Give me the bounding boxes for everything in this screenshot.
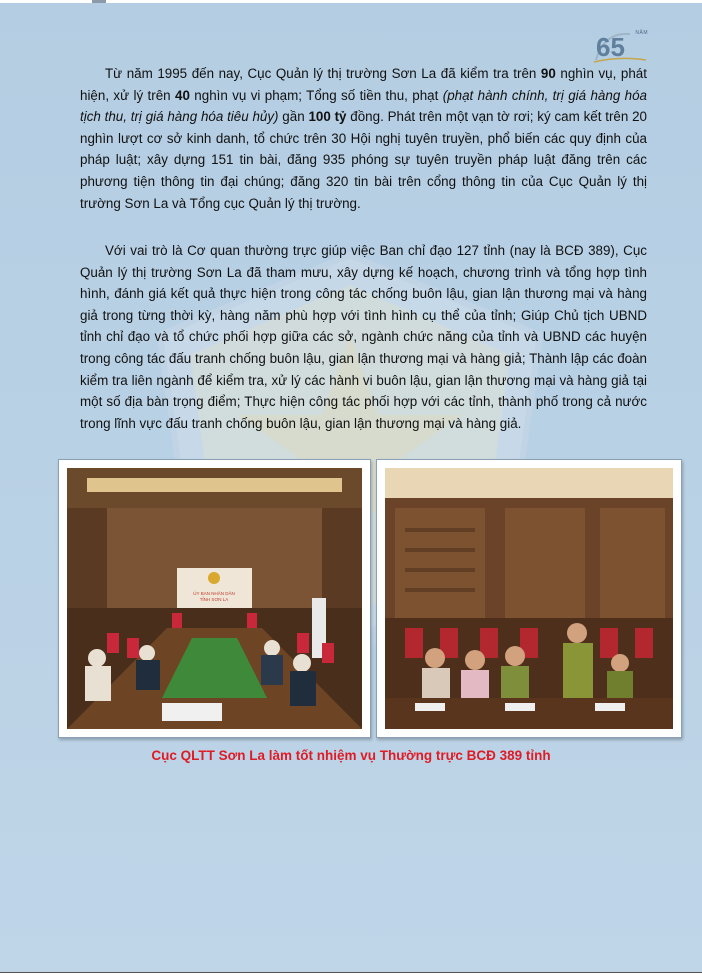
paragraph-2 (80, 240, 647, 434)
p1-italic-note: (phạt hành chính, trị giá hàng hóa tịch thu, trị giá hàng hóa tiêu hủy) (80, 87, 648, 125)
p1-text-4: gần (278, 109, 309, 125)
p1-text-1: Từ năm 1995 đến nay, Cục Quản lý thị trường Sơn La đã kiểm tra trên (105, 66, 541, 81)
p1-number-40: 40 (175, 87, 190, 103)
p1-text-5: đồng. Phát trên một vạn tờ rơi; ký cam kết trên 20 nghìn lượt cơ sở kinh danh, tổ chức trên 30 Hội nghị tuyên truyền, phổ biến các quy định của pháp luật; xây dựng 151 tin bài, đăng 935 phóng sự tuyên truyền pháp luật đăng trên các phương tiện thông tin đại chúng; đăng 320 tin bài trên cổng thông tin của Cục Quản lý thị trường Sơn La và Tổng cục Quản lý thị trường. (80, 109, 647, 211)
anniversary-logo (590, 26, 650, 66)
p1-text-3: nghìn vụ vi phạm; Tổng số tiền thu, phạt (189, 87, 443, 103)
page-top-edge (0, 0, 702, 3)
photo1-banner: ỦY BAN NHÂN DÂN (193, 591, 235, 596)
paragraph-1 (80, 63, 647, 214)
p1-number-90: 90 (540, 66, 556, 81)
logo-number: 65 (596, 32, 625, 62)
photo-officer-speaking (376, 459, 682, 738)
p2-text: Với vai trò là Cơ quan thường trực giúp việc Ban chỉ đạo 127 tỉnh (nay là BCĐ 389), Cục Quản lý thị trường Sơn La đã tham mưu, xây dựng kế hoạch, chương trình và tổng hợp tình hình, đánh giá kết quả thực hiện trong công tác chống buôn lậu, gian lận thương mại và hàng giả trong từng thời kỳ, hàng năm phù hợp với tình hình cụ thể của tỉnh; Giúp Chủ tịch UBND tỉnh chỉ đạo và tổ chức phối hợp giữa các sở, ngành chức năng của tỉnh và UBND các huyện trong công tác đấu tranh chống buôn lậu, gian lận thương mại và hàng giả; Thành lập các đoàn kiểm tra liên ngành để kiểm tra, xử lý các hành vi buôn lậu, gian lận thương mại và hàng giả tại một số địa bàn trọng điểm; Thực hiện công tác phối hợp với các tỉnh, thành phố trong cả nước trong lĩnh vực đấu tranh chống buôn lậu, gian lận thương mại và hàng giả. (80, 243, 647, 431)
page-bottom-edge (0, 972, 702, 977)
photo1-banner-sub: TỈNH SƠN LA (199, 597, 229, 602)
p1-number-100: 100 tỷ (308, 109, 347, 125)
photo-caption: Cục QLTT Sơn La làm tốt nhiệm vụ Thường trực BCĐ 389 tỉnh (151, 748, 551, 763)
logo-year-label: NĂM (635, 30, 648, 36)
p1-text-2: nghìn vụ, phát hiện, xử lý trên (80, 66, 647, 103)
photo-meeting-hall (58, 459, 371, 738)
